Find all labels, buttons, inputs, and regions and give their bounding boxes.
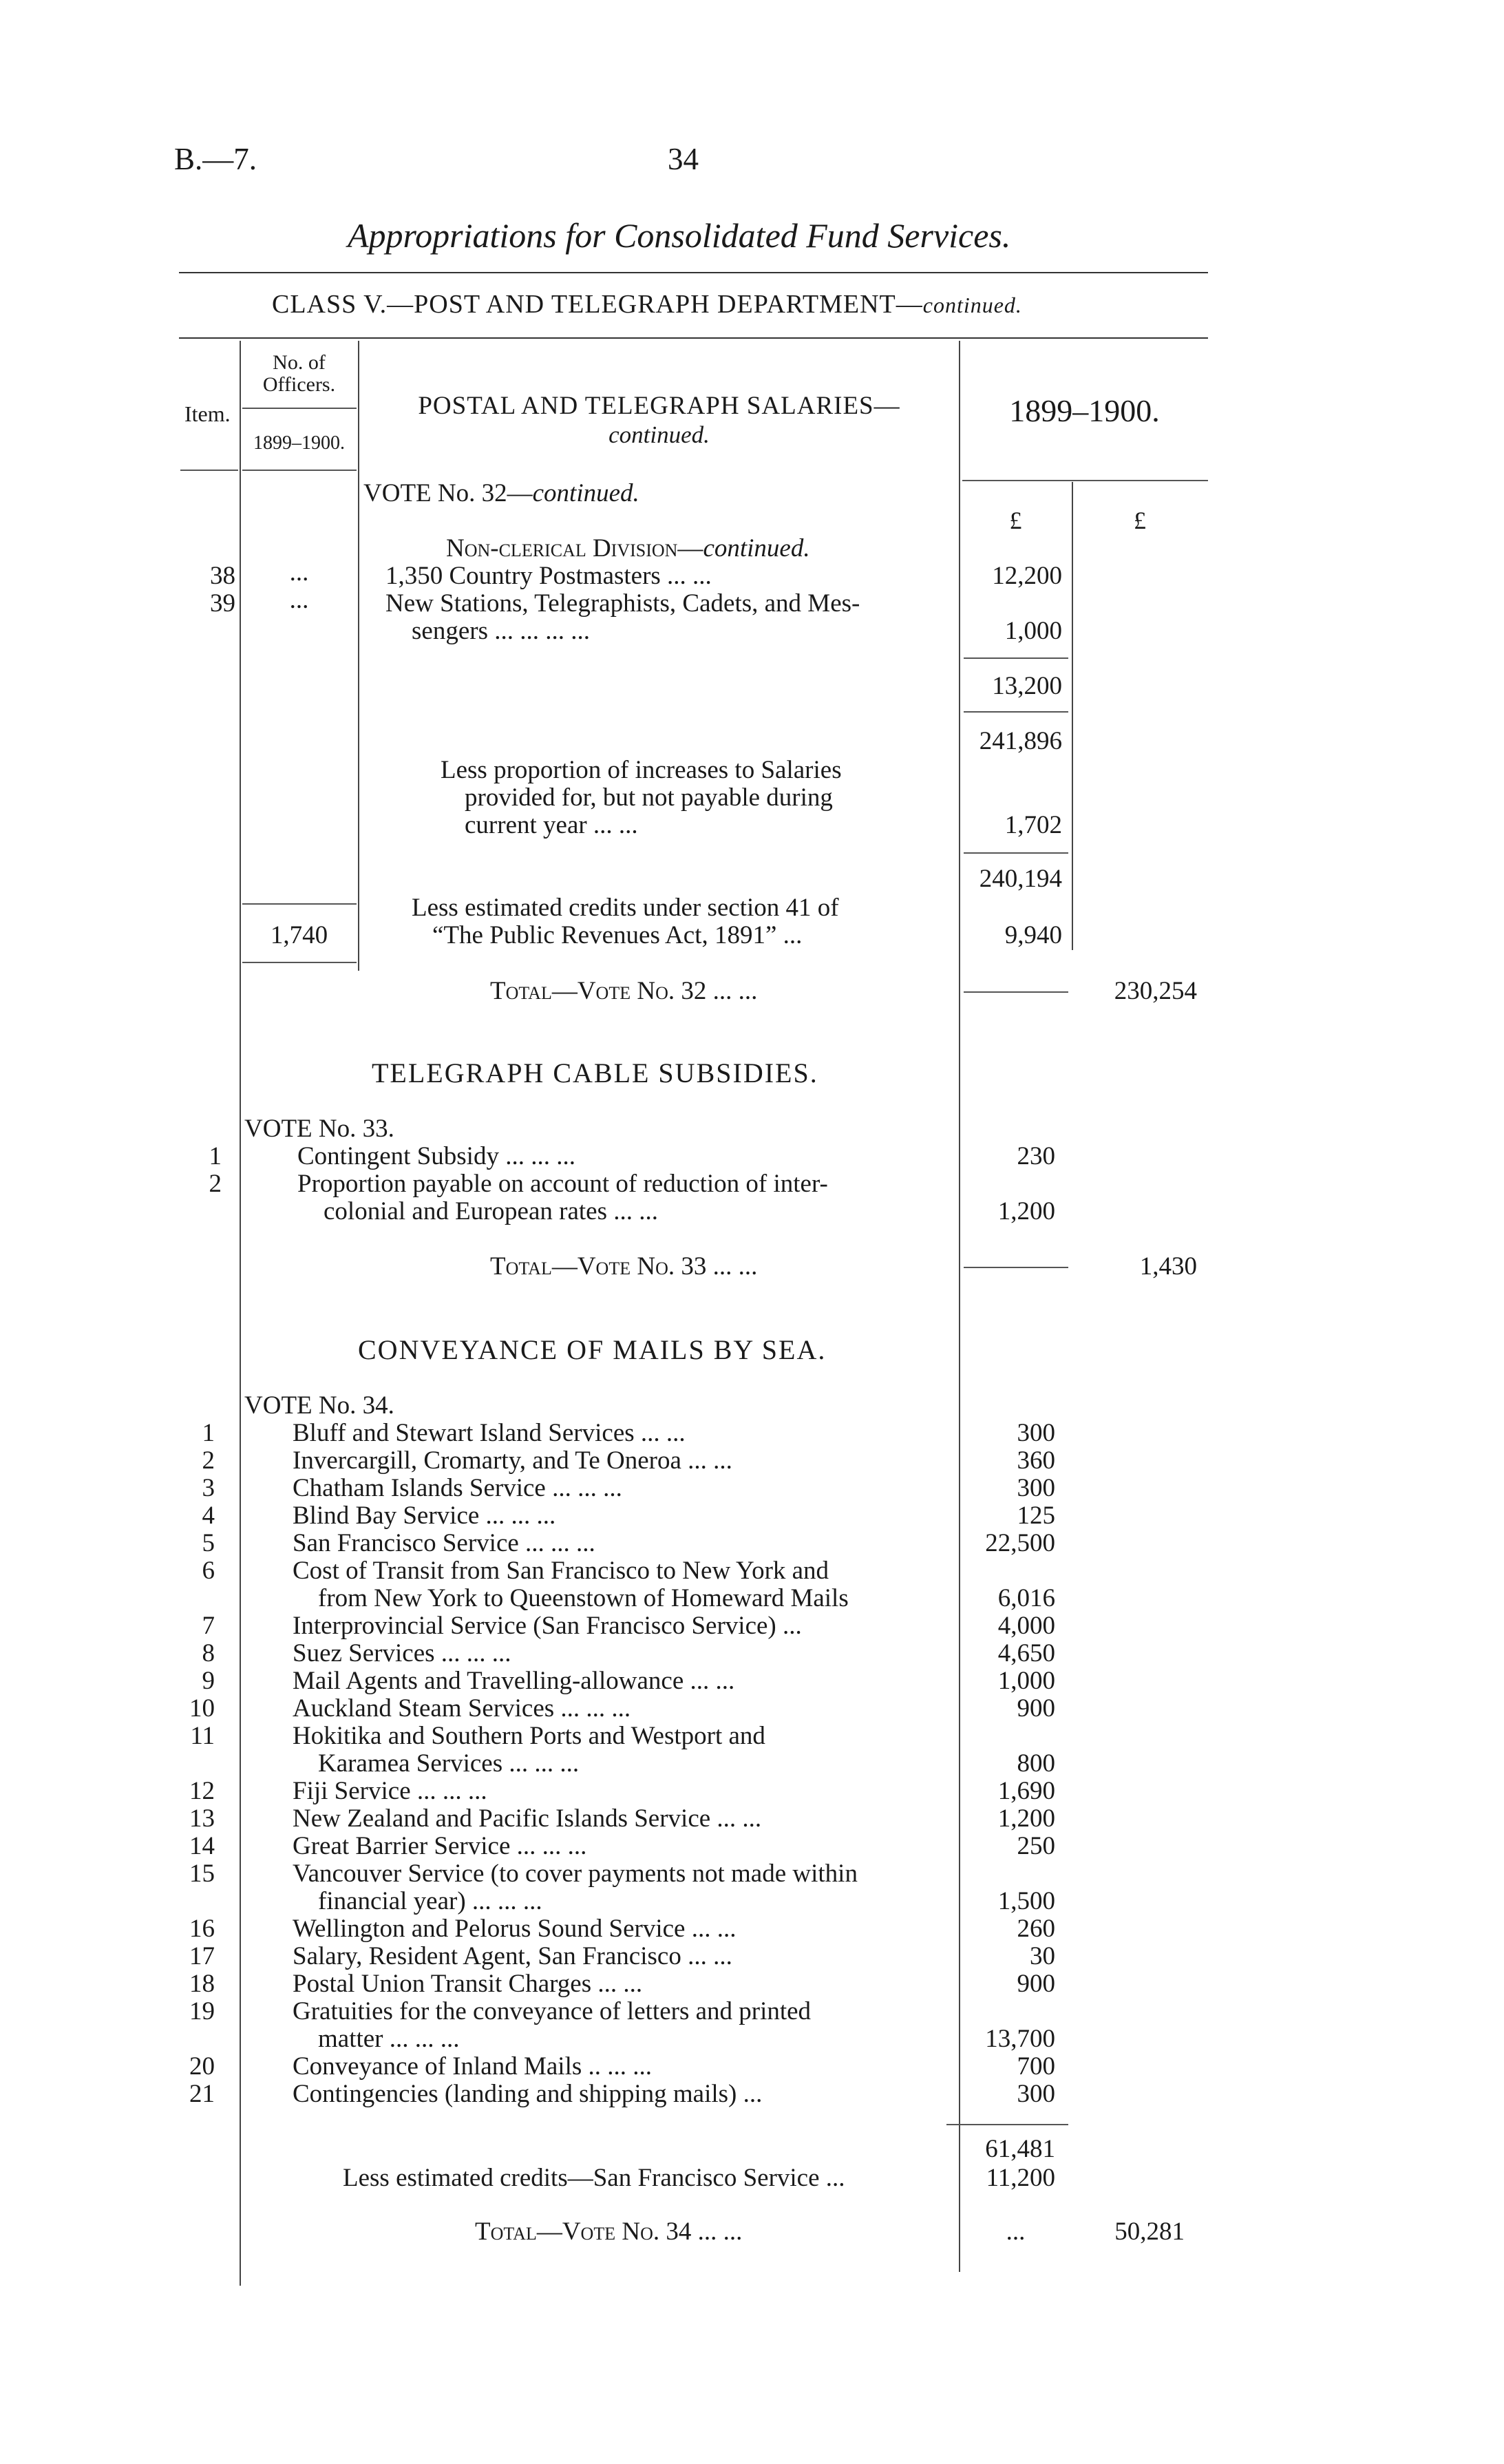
page-code: B.—7. — [174, 142, 257, 176]
less-increases-line1: Less proportion of increases to Salaries — [441, 756, 842, 784]
item-amount: 230 — [1017, 1142, 1055, 1170]
item-description: Blind Bay Service ... ... ... — [293, 1502, 556, 1530]
less-credits-amount: 9,940 — [1004, 921, 1062, 949]
vote-34-heading: VOTE No. 34. — [244, 1391, 394, 1420]
item-no: 8 — [202, 1639, 215, 1667]
vote-34-less-label: Less estimated credits—San Francisco Service ... — [343, 2164, 845, 2192]
item-no: 10 — [189, 1694, 215, 1723]
item-no: 6 — [202, 1557, 215, 1585]
rule-officers-desc — [358, 341, 359, 971]
class-heading — [272, 289, 1022, 319]
less-credits-line1: Less estimated credits under section 41 of — [412, 894, 839, 922]
col-header-pound-2: £ — [1134, 507, 1146, 534]
item-no: 4 — [202, 1502, 215, 1530]
less-rule — [964, 852, 1068, 854]
col-header-year: 1899–1900. — [1009, 393, 1160, 428]
rule-item-officers — [240, 341, 241, 2286]
item-amount: 1,500 — [997, 1887, 1055, 1915]
vote-32-total-label: Total—Vote No. 32 ... ... — [490, 977, 758, 1005]
item-description: Proportion payable on account of reduction of inter- — [297, 1170, 828, 1198]
vote-34-less-amount: 11,200 — [986, 2164, 1055, 2192]
item-amount: 1,690 — [997, 1777, 1055, 1805]
item-description: Chatham Islands Service ... ... ... — [293, 1474, 622, 1502]
item-description: Invercargill, Cromarty, and Te Oneroa ... ... — [293, 1446, 732, 1475]
item-description-cont: sengers ... ... ... ... — [412, 617, 590, 645]
vote-32-heading — [363, 478, 639, 508]
item-description-cont: colonial and European rates ... ... — [324, 1197, 658, 1225]
item-description: Conveyance of Inland Mails .. ... ... — [293, 2052, 652, 2081]
item-amount: 1,000 — [1004, 617, 1062, 645]
item-officers: ... — [289, 586, 309, 614]
division-label: Non-clerical Division— — [446, 534, 703, 562]
col-header-officers-mid: Officers. — [262, 373, 336, 396]
item-description-cont: financial year) ... ... ... — [318, 1887, 542, 1915]
rule-desc-amount — [959, 341, 960, 2272]
item-no: 2 — [209, 1170, 222, 1198]
officers-header-rule — [242, 408, 357, 409]
vote-32-label: VOTE No. 32— — [363, 479, 533, 507]
subtotal-rule — [964, 657, 1068, 659]
officers-bottom-rule — [242, 962, 357, 963]
less-increases-line3: current year ... ... — [465, 811, 638, 839]
item-no: 20 — [189, 2052, 215, 2081]
section-heading-salaries: POSTAL AND TELEGRAPH SALARIES— — [418, 392, 900, 420]
item-amount: 260 — [1017, 1915, 1055, 1943]
col-header-officers-year: 1899–1900. — [253, 432, 345, 454]
item-amount: 1,200 — [997, 1197, 1055, 1225]
item-amount: 360 — [1017, 1446, 1055, 1475]
item-amount: 1,200 — [997, 1804, 1055, 1833]
item-description: Wellington and Pelorus Sound Service ... ... — [293, 1915, 737, 1943]
officers-total-rule — [242, 903, 357, 905]
item-no: 7 — [202, 1612, 215, 1640]
section-heading-salaries-cont: continued. — [608, 421, 710, 448]
item-description: Postal Union Transit Charges ... ... — [293, 1970, 643, 1998]
item-no: 5 — [202, 1529, 215, 1557]
less-increases-line2: provided for, but not payable during — [465, 783, 833, 812]
item-description: Vancouver Service (to cover payments not made within — [293, 1860, 858, 1888]
item-description: Mail Agents and Travelling-allowance ... ... — [293, 1667, 735, 1695]
division-heading — [446, 534, 810, 563]
item-amount: 13,700 — [985, 2025, 1055, 2053]
item-amount: 6,016 — [997, 1584, 1055, 1612]
item-amount: 4,650 — [997, 1639, 1055, 1667]
item-amount: 22,500 — [985, 1529, 1055, 1557]
item-no: 38 — [210, 562, 235, 590]
item-description: San Francisco Service ... ... ... — [293, 1529, 595, 1557]
item-no: 13 — [189, 1804, 215, 1833]
item-no: 11 — [190, 1722, 215, 1750]
item-no: 14 — [189, 1832, 215, 1860]
item-no: 17 — [189, 1942, 215, 1970]
item-amount: 125 — [1017, 1502, 1055, 1530]
vote-32-total-before: 241,896 — [979, 727, 1062, 755]
item-no: 19 — [189, 1997, 215, 2025]
item-description: New Zealand and Pacific Islands Service ... ... — [293, 1804, 762, 1833]
col-header-item: Item. — [184, 401, 231, 426]
table-top-rule — [179, 337, 1208, 339]
vote-34-subtotal: 61,481 — [985, 2135, 1055, 2163]
vote-34-subtotal-rule — [946, 2124, 1068, 2125]
item-description: Auckland Steam Services ... ... ... — [293, 1694, 631, 1723]
vote-32-total: 230,254 — [1114, 977, 1197, 1005]
item-no: 9 — [202, 1667, 215, 1695]
section-heading-telegraph-cable: TELEGRAPH CABLE SUBSIDIES. — [372, 1057, 818, 1088]
vote-34-total-dots: ... — [1006, 2218, 1026, 2246]
item-no: 39 — [210, 589, 235, 618]
item-amount: 1,000 — [997, 1667, 1055, 1695]
item-amount: 4,000 — [997, 1612, 1055, 1640]
item-amount: 250 — [1017, 1832, 1055, 1860]
item-amount: 900 — [1017, 1694, 1055, 1723]
item-no: 18 — [189, 1970, 215, 1998]
item-amount: 800 — [1017, 1749, 1055, 1778]
item-amount: 30 — [1030, 1942, 1055, 1970]
item-description: Fiji Service ... ... ... — [293, 1777, 487, 1805]
item-amount: 300 — [1017, 1419, 1055, 1447]
item-amount: 300 — [1017, 1474, 1055, 1502]
item-no: 16 — [189, 1915, 215, 1943]
item-description: Contingent Subsidy ... ... ... — [297, 1142, 575, 1170]
header-rule — [179, 272, 1208, 273]
vote-32-total-rule — [964, 991, 1068, 993]
item-amount: 700 — [1017, 2052, 1055, 2081]
item-amount: 300 — [1017, 2080, 1055, 2108]
vote-33-heading: VOTE No. 33. — [244, 1115, 394, 1143]
item-officers: ... — [289, 558, 309, 587]
item-description: Gratuities for the conveyance of letters and printed — [293, 1997, 812, 2025]
col-header-officers-top: No. of — [273, 351, 326, 374]
vote-32-cont: continued. — [532, 479, 639, 507]
item-no: 1 — [209, 1142, 222, 1170]
item-no: 3 — [202, 1474, 215, 1502]
rule-amount-total — [1072, 482, 1073, 950]
vote-33-total-label: Total—Vote No. 33 ... ... — [490, 1252, 758, 1281]
item-description: Interprovincial Service (San Francisco Service) ... — [293, 1612, 802, 1640]
officers-total: 1,740 — [270, 921, 328, 949]
section-heading-conveyance: CONVEYANCE OF MAILS BY SEA. — [358, 1334, 827, 1365]
item-description-cont: matter ... ... ... — [318, 2025, 460, 2053]
vote-33-total-rule — [964, 1267, 1068, 1268]
item-no: 1 — [202, 1419, 215, 1447]
header-under-item — [180, 470, 238, 471]
item-no: 2 — [202, 1446, 215, 1475]
item-description: Contingencies (landing and shipping mails) ... — [293, 2080, 763, 2108]
page-number: 34 — [668, 142, 699, 176]
item-description: 1,350 Country Postmasters ... ... — [385, 562, 712, 590]
item-no: 12 — [189, 1777, 215, 1805]
vote-32-subtotal: 13,200 — [992, 672, 1062, 700]
item-description: Cost of Transit from San Francisco to New York and — [293, 1557, 829, 1585]
page-title: Appropriations for Consolidated Fund Services. — [348, 216, 1011, 255]
vote-33-total: 1,430 — [1139, 1252, 1197, 1281]
vote-32-after-less: 240,194 — [979, 865, 1062, 893]
col-header-pound-1: £ — [1009, 507, 1022, 534]
item-description: Bluff and Stewart Island Services ... ... — [293, 1419, 686, 1447]
item-no: 21 — [189, 2080, 215, 2108]
less-increases-amount: 1,702 — [1004, 811, 1062, 839]
item-amount: 12,200 — [992, 562, 1062, 590]
item-description: Suez Services ... ... ... — [293, 1639, 511, 1667]
header-under-officers — [242, 470, 357, 471]
less-credits-line2: “The Public Revenues Act, 1891” ... — [432, 921, 803, 949]
item-description-cont: from New York to Queenstown of Homeward Mails — [318, 1584, 849, 1612]
division-cont: continued. — [703, 534, 810, 562]
item-description-cont: Karamea Services ... ... ... — [318, 1749, 580, 1778]
vote-34-total-label: Total—Vote No. 34 ... ... — [475, 2218, 743, 2246]
header-under-year — [962, 480, 1208, 481]
item-description: New Stations, Telegraphists, Cadets, and Mes- — [385, 589, 860, 618]
vote-34-total: 50,281 — [1114, 2218, 1185, 2246]
item-description: Hokitika and Southern Ports and Westport and — [293, 1722, 765, 1750]
class-heading-cont: continued. — [922, 293, 1022, 317]
item-no: 15 — [189, 1860, 215, 1888]
item-description: Great Barrier Service ... ... ... — [293, 1832, 587, 1860]
class-heading-text: CLASS V.—POST AND TELEGRAPH DEPARTMENT— — [272, 290, 923, 319]
subtotal-rule-2 — [964, 711, 1068, 713]
item-description: Salary, Resident Agent, San Francisco ... ... — [293, 1942, 732, 1970]
item-amount: 900 — [1017, 1970, 1055, 1998]
